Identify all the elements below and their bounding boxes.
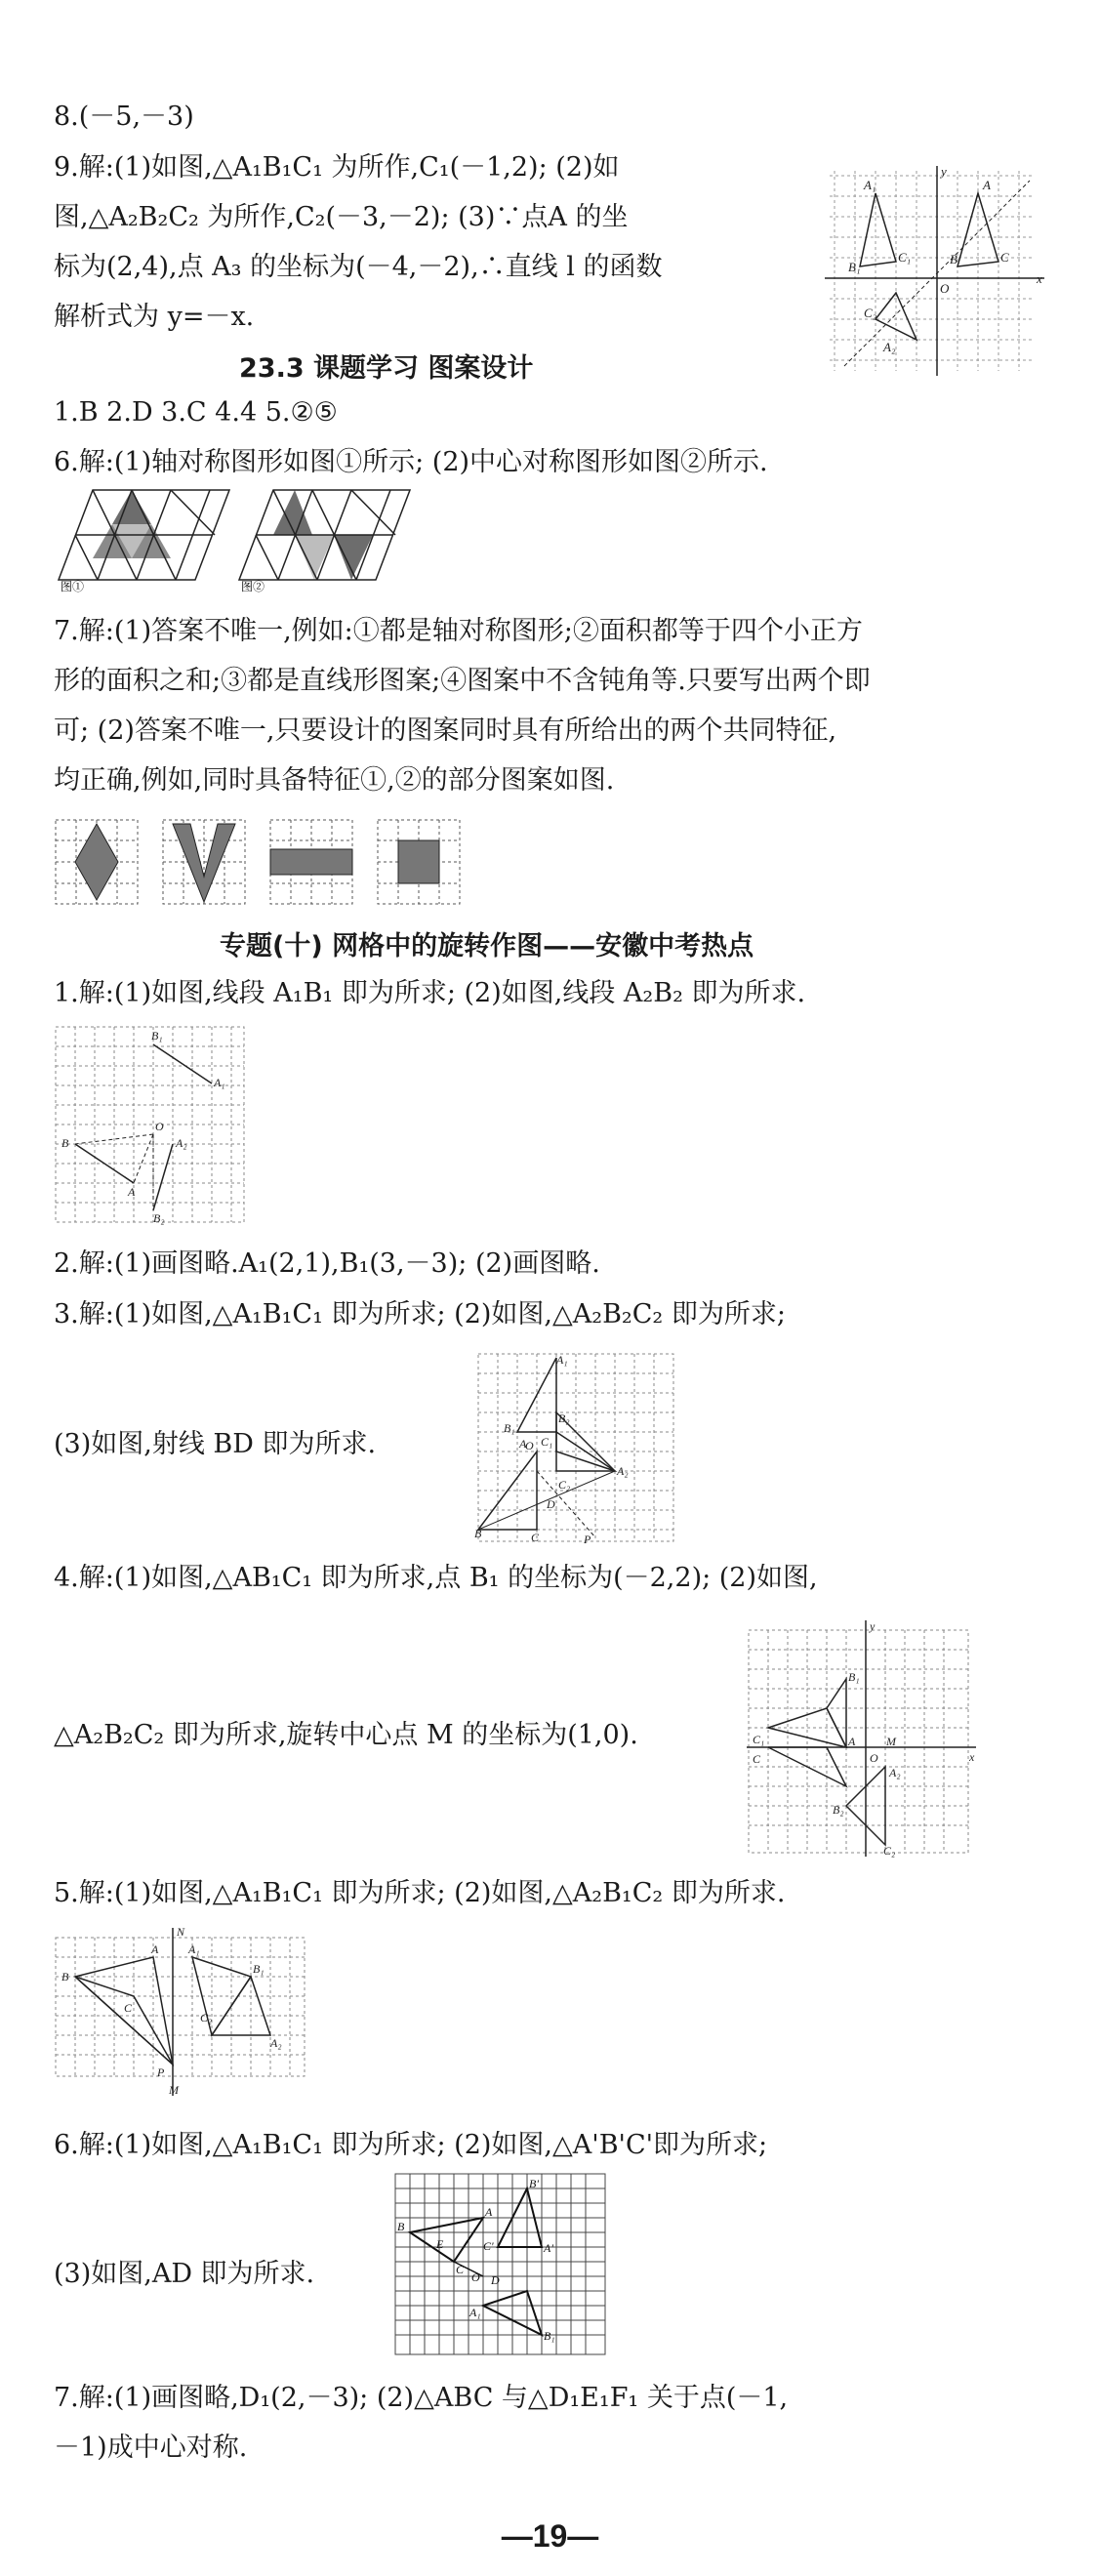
svg-text:O: O	[940, 281, 950, 296]
svg-text:A₁: A₁	[864, 178, 876, 192]
answer-7-line4: 均正确,例如,同时具备特征①,②的部分图案如图.	[54, 765, 615, 796]
topic-answer-6-line2: (3)如图,AD 即为所求.	[54, 2259, 315, 2289]
svg-text:C: C	[753, 1752, 761, 1766]
svg-text:C₁: C₁	[898, 250, 912, 265]
rotation-figure-q3	[476, 1352, 681, 1547]
svg-text:C: C	[1000, 250, 1009, 265]
svg-text:C: C	[531, 1531, 540, 1544]
svg-text:O: O	[471, 2270, 480, 2284]
svg-text:A: A	[848, 1735, 856, 1748]
svg-text:A: A	[983, 178, 991, 192]
answer-7-line3: 可; (2)答案不唯一,只要设计的图案同时具有所给出的两个共同特征,	[54, 716, 837, 746]
svg-text:B: B	[61, 1136, 69, 1150]
svg-text:C: C	[456, 2263, 465, 2276]
answer-9-line3: 标为(2,4),点 A₃ 的坐标为(－4,－2),∴直线 l 的函数	[54, 252, 663, 282]
answer-9-line4: 解析式为 y=－x.	[54, 302, 255, 332]
svg-text:M: M	[886, 1735, 896, 1748]
answer-8: 8.(－5,－3)	[54, 102, 194, 132]
answer-9-line1: 9.解:(1)如图,△A₁B₁C₁ 为所作,C₁(－1,2); (2)如	[54, 152, 620, 183]
triangle-pattern-figure-2	[239, 485, 415, 593]
svg-text:B₁: B₁	[848, 1670, 860, 1684]
topic-heading-10: 专题(十) 网格中的旋转作图——安徽中考热点	[220, 931, 754, 961]
svg-text:A₁: A₁	[214, 1076, 225, 1089]
svg-text:A₁: A₁	[188, 1942, 200, 1956]
answer-6: 6.解:(1)轴对称图形如图①所示; (2)中心对称图形如图②所示.	[54, 447, 768, 477]
svg-text:A: A	[128, 1185, 136, 1199]
svg-text:A₂: A₂	[889, 1766, 901, 1779]
svg-text:B: B	[474, 1527, 482, 1540]
svg-text:y: y	[941, 164, 947, 179]
svg-text:y: y	[870, 1619, 876, 1633]
svg-text:A': A'	[544, 2241, 553, 2255]
rotation-figure-q6	[393, 2172, 608, 2357]
topic-answer-1: 1.解:(1)如图,线段 A₁B₁ 即为所求; (2)如图,线段 A₂B₂ 即为所求.	[54, 978, 806, 1008]
svg-text:B₂: B₂	[558, 1411, 570, 1425]
svg-text:B₁: B₁	[848, 260, 861, 274]
answer-7-line1: 7.解:(1)答案不唯一,例如:①都是轴对称图形;②面积都等于四个小正方	[54, 616, 863, 646]
svg-text:E: E	[436, 2237, 444, 2251]
topic-answer-5: 5.解:(1)如图,△A₁B₁C₁ 即为所求; (2)如图,△A₂B₁C₂ 即为所求.	[54, 1878, 786, 1908]
svg-text:O: O	[155, 1120, 164, 1133]
svg-text:B₁: B₁	[151, 1029, 163, 1043]
svg-text:B₁: B₁	[544, 2329, 555, 2343]
svg-text:B₁: B₁	[253, 1962, 265, 1976]
svg-text:A₂: A₂	[176, 1136, 187, 1150]
svg-text:C₁: C₁	[753, 1733, 765, 1746]
rotation-figure-q5	[54, 1925, 307, 2099]
svg-text:B₁: B₁	[504, 1421, 515, 1435]
answer-9-line2: 图,△A₂B₂C₂ 为所作,C₂(－3,－2); (3)∵点A 的坐	[54, 202, 629, 232]
topic-answer-2: 2.解:(1)画图略.A₁(2,1),B₁(3,－3); (2)画图略.	[54, 1248, 600, 1279]
svg-text:C₂: C₂	[558, 1478, 571, 1492]
triangle-pattern-figure-1	[59, 485, 234, 593]
topic-answer-7-line2: －1)成中心对称.	[54, 2433, 248, 2463]
svg-text:M: M	[169, 2083, 179, 2097]
svg-text:A: A	[485, 2205, 493, 2219]
design-patterns-q7	[54, 818, 483, 911]
section-heading-23-3: 23.3 课题学习 图案设计	[239, 353, 534, 384]
svg-text:O: O	[525, 1439, 534, 1452]
svg-text:A: A	[151, 1942, 159, 1956]
svg-text:B: B	[397, 2220, 405, 2233]
topic-answer-4-line1: 4.解:(1)如图,△AB₁C₁ 即为所求,点 B₁ 的坐标为(－2,2); (2)如图,	[54, 1563, 818, 1593]
svg-text:A₂: A₂	[883, 340, 896, 354]
svg-text:C₂: C₂	[200, 2011, 213, 2024]
topic-answer-6-line1: 6.解:(1)如图,△A₁B₁C₁ 即为所求; (2)如图,△A'B'C'即为所求;	[54, 2130, 768, 2160]
svg-text:B: B	[61, 1970, 69, 1983]
figure-1-caption: 图①	[61, 580, 85, 593]
svg-text:C₂: C₂	[883, 1844, 896, 1858]
svg-text:B: B	[950, 252, 957, 266]
svg-text:P: P	[584, 1533, 591, 1546]
svg-text:x: x	[1037, 271, 1042, 286]
svg-text:D: D	[491, 2273, 500, 2287]
svg-text:x: x	[969, 1750, 975, 1764]
svg-text:A₂: A₂	[270, 2036, 282, 2050]
topic-answer-7-line1: 7.解:(1)画图略,D₁(2,－3); (2)△ABC 与△D₁E₁F₁ 关于点(－1,	[54, 2383, 789, 2413]
svg-text:P: P	[157, 2065, 165, 2079]
svg-text:D: D	[547, 1497, 555, 1511]
coordinate-figure-q9	[825, 166, 1049, 379]
svg-text:A: A	[519, 1437, 527, 1451]
svg-text:C₁: C₁	[541, 1435, 553, 1449]
topic-answer-4-line2: △A₂B₂C₂ 即为所求,旋转中心点 M 的坐标为(1,0).	[54, 1720, 638, 1750]
svg-text:B₂: B₂	[153, 1211, 165, 1225]
topic-answer-3-line2: (3)如图,射线 BD 即为所求.	[54, 1429, 377, 1459]
rotation-figure-q1	[54, 1025, 249, 1230]
svg-text:C: C	[124, 2001, 133, 2015]
answer-7-line2: 形的面积之和;③都是直线形图案;④图案中不含钝角等.只要写出两个即	[54, 666, 871, 696]
svg-text:B₂: B₂	[833, 1803, 844, 1817]
choice-answers: 1.B 2.D 3.C 4.4 5.②⑤	[54, 397, 338, 428]
svg-text:A₂: A₂	[617, 1464, 629, 1478]
rotation-figure-q4	[747, 1620, 981, 1860]
svg-text:C₂: C₂	[864, 306, 877, 320]
svg-text:C': C'	[483, 2239, 494, 2253]
svg-text:B': B'	[529, 2177, 539, 2190]
page-number: —19—	[501, 2518, 599, 2554]
figure-2-caption: 图②	[241, 580, 265, 593]
topic-answer-3-line1: 3.解:(1)如图,△A₁B₁C₁ 即为所求; (2)如图,△A₂B₂C₂ 即为所求;	[54, 1299, 786, 1329]
svg-text:A₁: A₁	[469, 2306, 481, 2319]
svg-text:A₁: A₁	[556, 1353, 568, 1367]
svg-text:O: O	[870, 1751, 878, 1765]
svg-text:N: N	[177, 1925, 185, 1939]
